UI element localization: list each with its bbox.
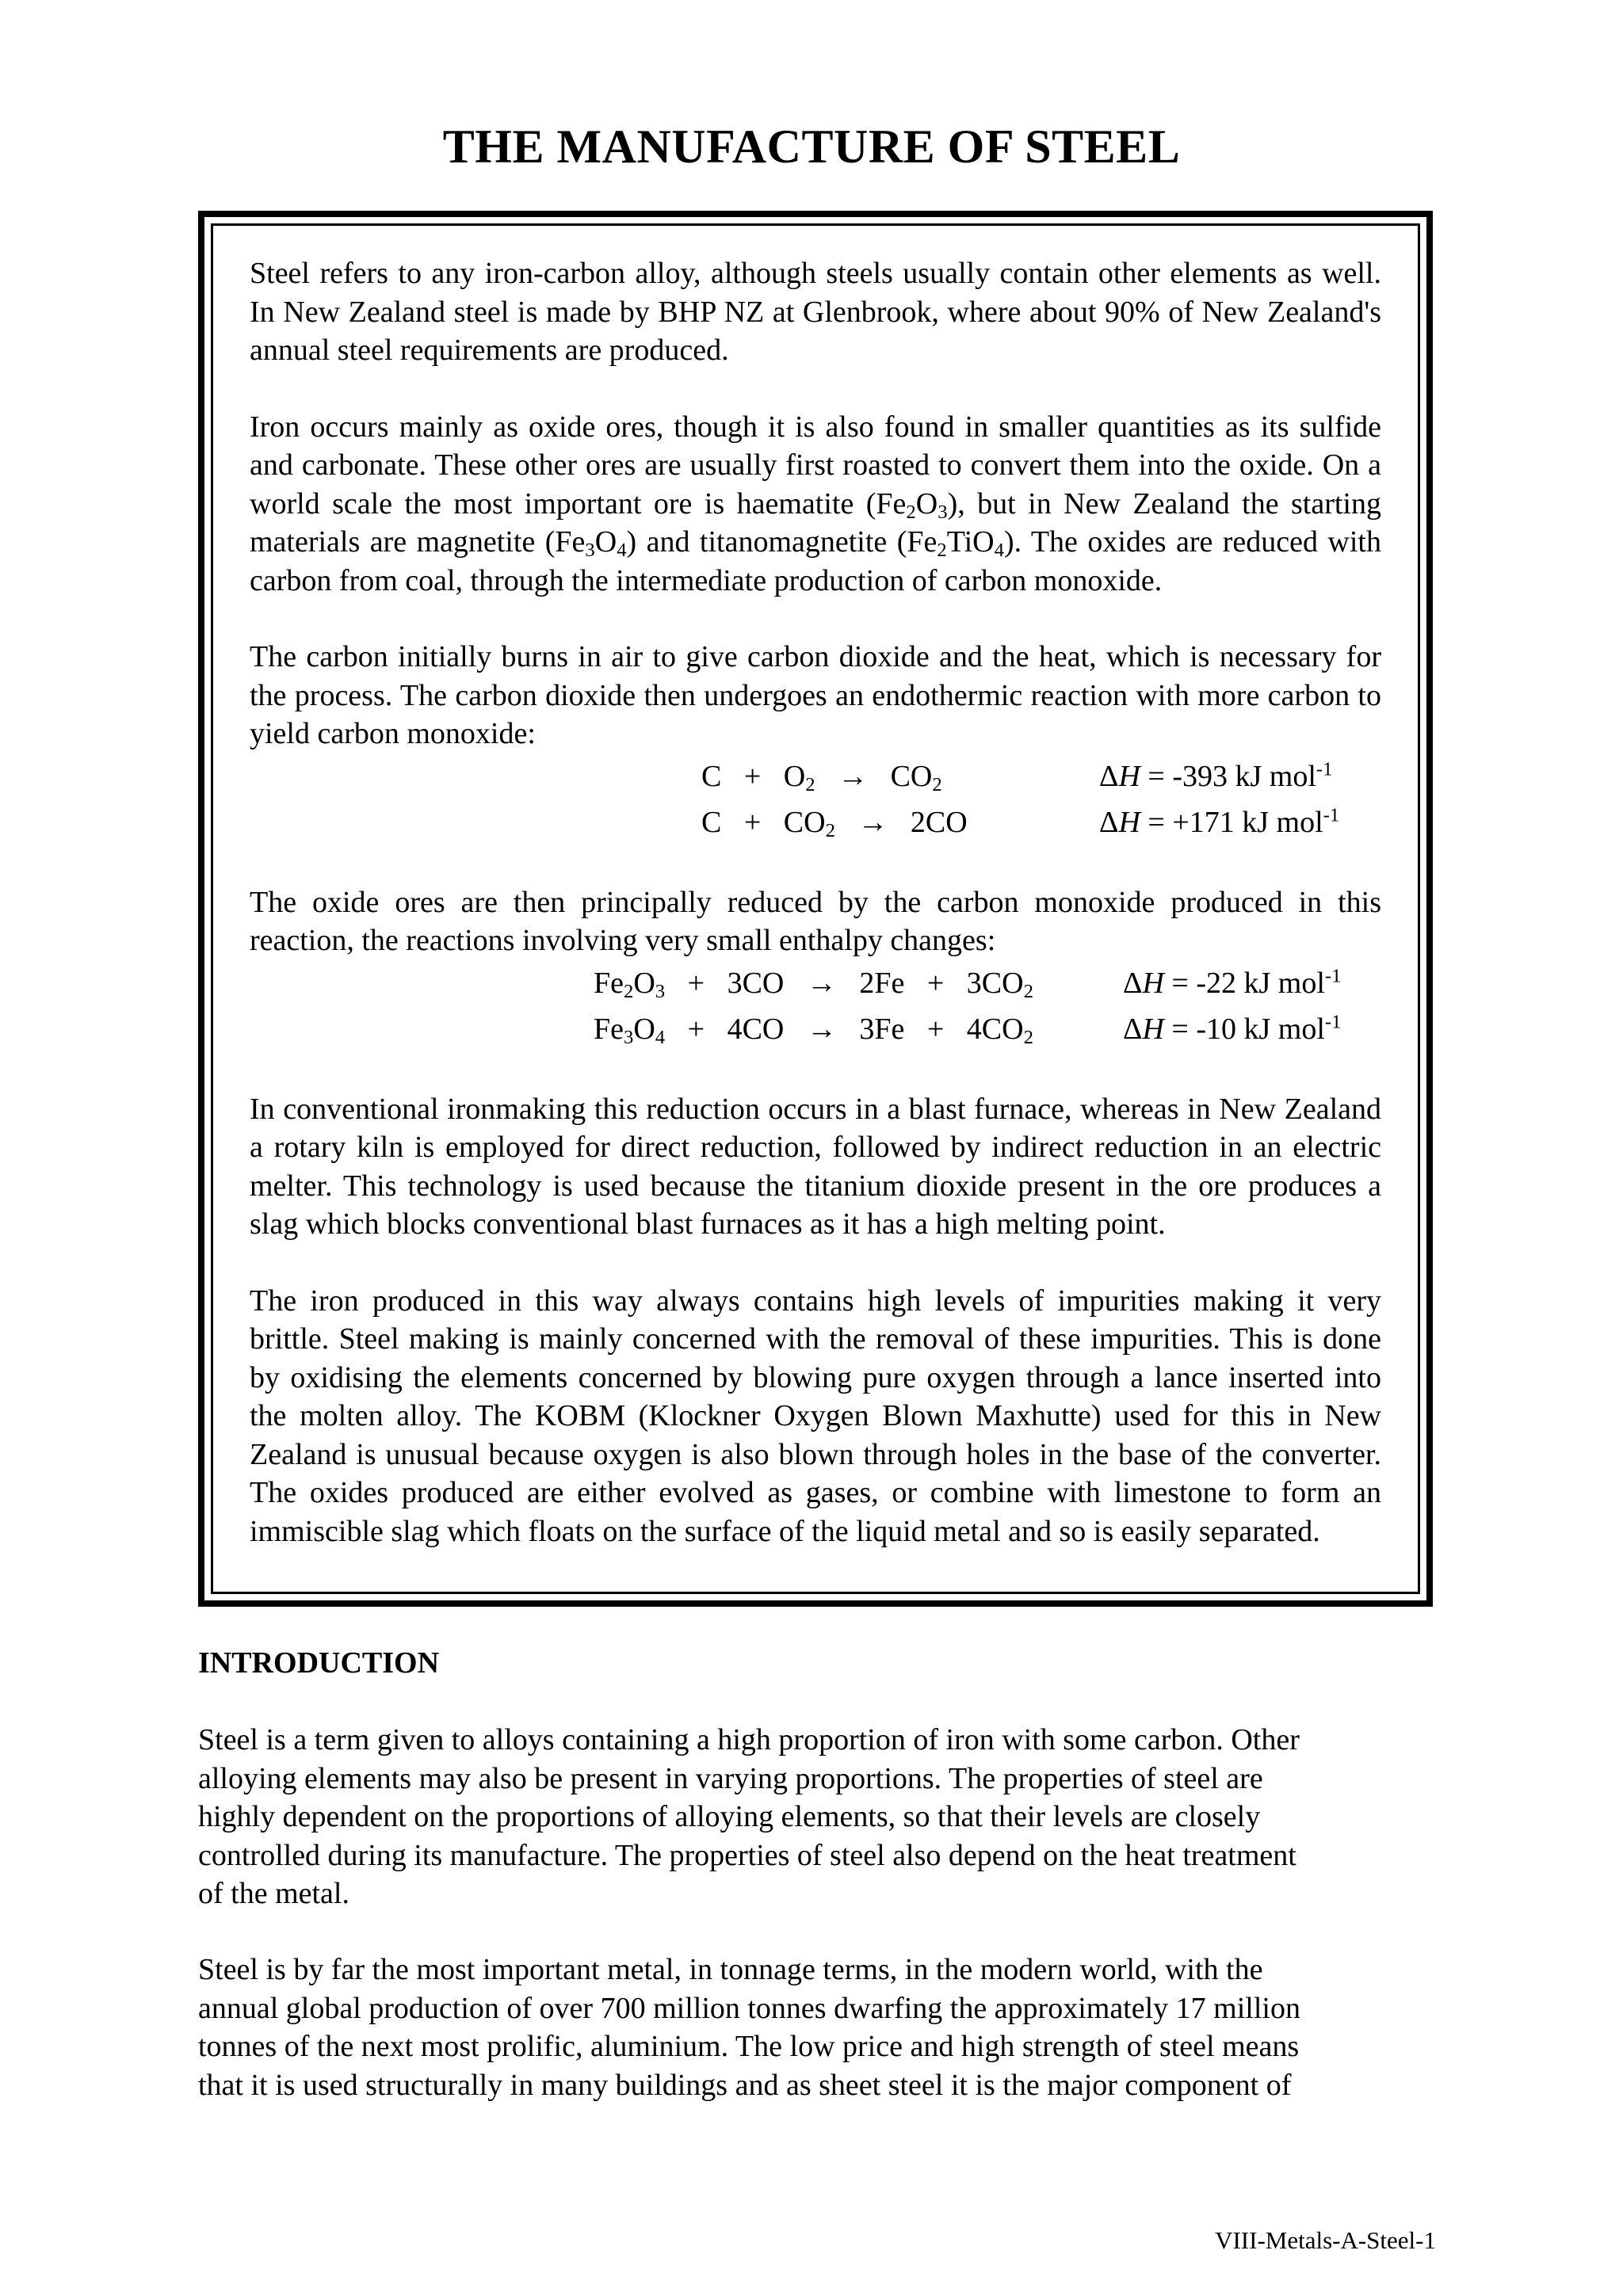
box-paragraph-iron-ores: Iron occurs mainly as oxide ores, though it is also found in smaller quantities as its sulfide and carbonate. These other ores are usually first roasted to convert them into the oxide. On a world scale the most important ore is haematite $(Fe_2O_3)$, but in New Zealand the starting materials are magnetite $(Fe_3O_4)$ and titanomagnetite $(Fe_2TiO_4)$. The oxides are reduced with carbon from coal, through the intermediate production of carbon monoxide. [250,410,1381,597]
summary-box [198,211,1433,1607]
section-heading-introduction: INTRODUCTION [198,1646,440,1680]
equation-carbon-combustion: $C + O_2 \to CO_2$ ΔH = -393 kJ mol$^{-1}$ [250,753,1381,799]
enthalpy-value: ΔH = -22 kJ mol$^{-1}$ [1123,964,1342,1000]
introduction-paragraph-1: Steel is a term given to alloys containing a high proportion of iron with some carbon. Other alloying elements may also be present in varying proportions. The properties of steel are highly dependent on the proportions of alloying elements, so that their levels are closely controlled during its manufacture. The properties of steel also depend on the heat treatment of the metal. [198,1723,1300,1910]
page-title: THE MANUFACTURE OF STEEL [442,120,1181,173]
box-paragraph-oxide-reduction: The oxide ores are then principally reduced by the carbon monoxide produced in this reaction, the reactions involving very small enthalpy changes: [250,885,1381,957]
equation-block-oxides [250,960,1381,1052]
equation-haematite-reduction: $Fe_2O_3 + 3CO \to 2Fe + 3CO_2$ ΔH = -22 kJ mol$^{-1}$ [250,960,1381,1006]
box-paragraph-ironmaking: In conventional ironmaking this reduction occurs in a blast furnace, whereas in New Zealand a rotary kiln is employed for direct reduction, followed by indirect reduction in an electric melter. This technology is used because the titanium dioxide present in the ore produces a slag which blocks conventional blast furnaces as it has a high melting point. [250,1092,1381,1241]
box-paragraph-carbon-burning: The carbon initially burns in air to give carbon dioxide and the heat, which is necessary for the process. The carbon dioxide then undergoes an endothermic reaction with more carbon to yield carbon monoxide: [250,640,1381,750]
formula-magnetite: $Fe_3O_4$ [555,525,627,562]
enthalpy-value: ΔH = -393 kJ mol$^{-1}$ [1099,757,1333,793]
page-footer: VIII-Metals-A-Steel-1 [1215,2226,1436,2254]
enthalpy-value: ΔH = +171 kJ mol$^{-1}$ [1099,803,1340,839]
box-paragraph-steelmaking: The iron produced in this way always contains high levels of impurities making it very brittle. Steel making is mainly concerned with the removal of these impurities. This is done by oxidising the elements concerned by blowing pure oxygen through a lance inserted into the molten alloy. The KOBM (Klockner Oxygen Blown Maxhutte) used for this in New Zealand is unusual because oxygen is also blown through holes in the base of the converter. The oxides produced are either evolved as gases, or combine with limestone to form an immiscible slag which floats on the surface of the liquid metal and so is easily separated. [250,1283,1381,1548]
box-paragraph-steel-definition: Steel refers to any iron-carbon alloy, although steels usually contain other elements as well. In New Zealand steel is made by BHP NZ at Glenbrook, where about 90% of New Zealand's annual steel requirements are produced. [250,257,1381,367]
formula-haematite: $Fe_2O_3$ [876,486,948,523]
summary-box-inner [211,223,1420,1594]
enthalpy-value: ΔH = -10 kJ mol$^{-1}$ [1123,1010,1342,1046]
formula-titanomagnetite: $Fe_2TiO_4$ [907,525,1004,562]
equation-block-carbon [250,753,1381,845]
equation-magnetite-reduction: $Fe_3O_4 + 4CO \to 3Fe + 4CO_2$ ΔH = -10 kJ mol$^{-1}$ [250,1006,1381,1052]
equation-boudouard: $C + CO_2 \to 2CO$ ΔH = +171 kJ mol$^{-1}$ [250,799,1381,845]
introduction-paragraph-2: Steel is by far the most important metal, in tonnage terms, in the modern world, with the annual global production of over 700 million tonnes dwarfing the approximately 17 million tonnes of the next most prolific, aluminium. The low price and high strength of steel means that it is used structurally in many buildings and as sheet steel it is the major component of [198,1953,1300,2102]
